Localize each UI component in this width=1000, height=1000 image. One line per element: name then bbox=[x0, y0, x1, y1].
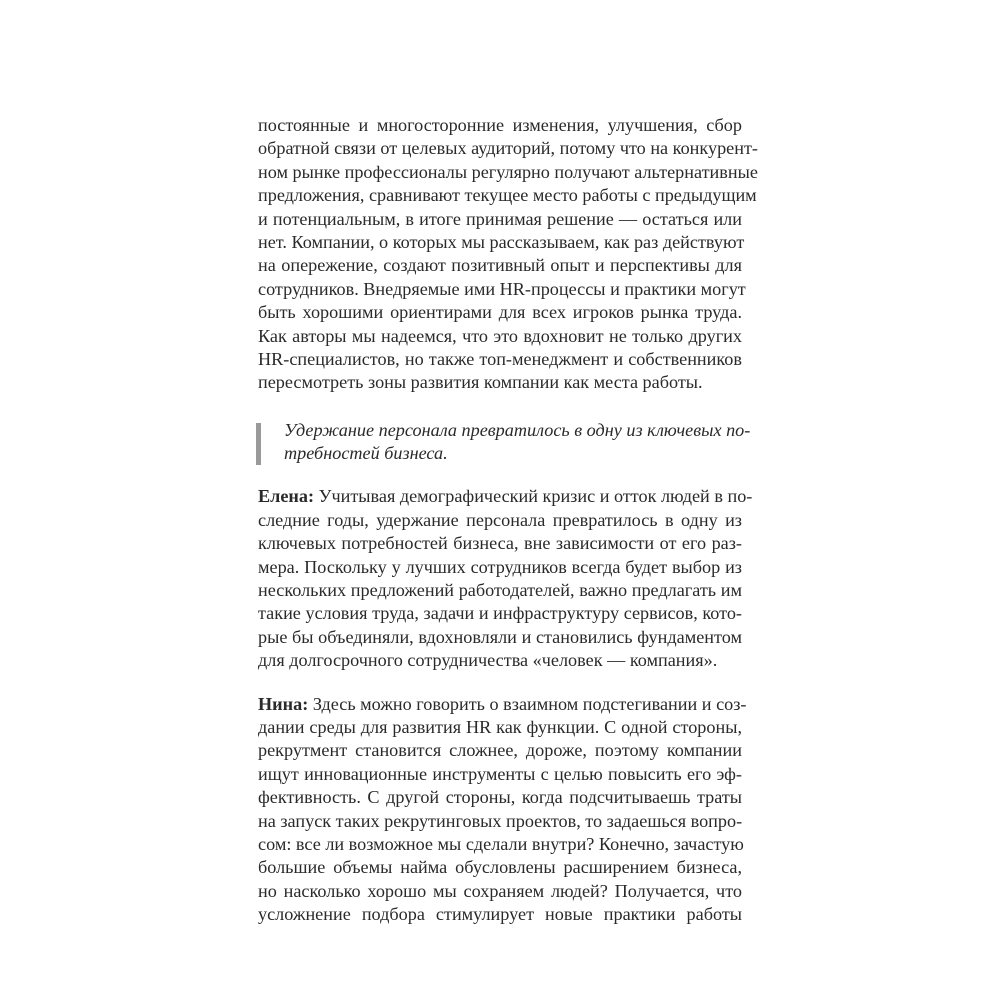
text-fragment: Здесь можно говорить о взаимном подстегивании и соз- bbox=[308, 693, 747, 714]
text-line: ном рынке профессионалы регулярно получают альтернативные bbox=[258, 161, 758, 182]
text-line: постоянные и многосторонние изменения, улучшения, сбор bbox=[258, 115, 742, 135]
text-line: нет. Компании, о которых мы рассказываем, как раз действуют bbox=[258, 231, 745, 252]
pull-quote bbox=[258, 419, 751, 466]
text-line bbox=[258, 485, 753, 508]
quote-line: требностей бизнеса. bbox=[284, 443, 448, 464]
text-line: пересмотреть зоны развития компании как места работы. bbox=[258, 372, 703, 393]
text-line: мера. Поскольку у лучших сотрудников всегда будет выбор из bbox=[258, 556, 742, 577]
text-line: сотрудников. Внедряемые ими HR-процессы и практики могут bbox=[258, 278, 746, 299]
text-line: Как авторы мы надеемся, что это вдохновит не только других bbox=[258, 325, 742, 346]
text-line: фективность. С другой стороны, когда подсчитываешь траты bbox=[258, 787, 742, 808]
text-line: рые бы объединяли, вдохновляли и становились фундаментом bbox=[258, 626, 742, 647]
text-line: усложнение подбора стимулирует новые практики работы bbox=[258, 904, 742, 925]
text-line: предложения, сравнивают текущее место работы с предыдущим bbox=[258, 185, 757, 206]
book-page bbox=[258, 114, 758, 927]
text-line: рекрутмент становится сложнее, дороже, поэтому компании bbox=[258, 740, 742, 761]
paragraph-gap bbox=[258, 465, 742, 485]
elena-paragraph bbox=[258, 485, 753, 672]
text-line: следние годы, удержание персонала превратилось в одну из bbox=[258, 509, 742, 530]
intro-paragraph bbox=[258, 114, 758, 395]
speaker-name: Елена: bbox=[258, 486, 315, 507]
quote-line: Удержание персонала превратилось в одну из ключевых по- bbox=[284, 419, 751, 440]
text-line: большие объемы найма обусловлены расширением бизнеса, bbox=[258, 857, 742, 878]
text-line: дании среды для развития HR как функции. С одной стороны, bbox=[258, 716, 742, 737]
text-line: на запуск таких рекрутинговых проектов, то задаешься вопро- bbox=[258, 810, 743, 831]
text-line: быть хорошими ориентирами для всех игроков рынка труда. bbox=[258, 302, 742, 323]
speaker-name: Нина: bbox=[258, 693, 309, 714]
text-line: на опережение, создают позитивный опыт и перспективы для bbox=[258, 255, 742, 276]
text-line: для долгосрочного сотрудничества «человек — компания». bbox=[258, 650, 718, 671]
text-line: такие условия труда, задачи и инфраструктуру сервисов, кото- bbox=[258, 603, 742, 624]
text-line bbox=[258, 693, 747, 716]
text-fragment: Учитывая демографический кризис и отток людей в по- bbox=[314, 486, 753, 507]
text-line: HR-специалистов, но также топ-менеджмент и собственников bbox=[258, 348, 742, 369]
nina-paragraph bbox=[258, 693, 747, 927]
text-line: нескольких предложений работодателей, важно предлагать им bbox=[258, 580, 742, 601]
text-line: обратной связи от целевых аудиторий, потому что на конкурент- bbox=[258, 138, 758, 159]
paragraph-gap bbox=[258, 673, 742, 693]
quote-bar bbox=[256, 423, 261, 465]
paragraph-gap bbox=[258, 395, 742, 419]
text-line: ищут инновационные инструменты с целью повысить его эф- bbox=[258, 763, 742, 784]
text-line: но насколько хорошо мы сохраняем людей? Получается, что bbox=[258, 880, 742, 901]
text-line: и потенциальным, в итоге принимая решение — остаться или bbox=[258, 208, 742, 229]
text-line: сом: все ли возможное мы сделали внутри? Конечно, зачастую bbox=[258, 833, 744, 854]
text-line: ключевых потребностей бизнеса, вне зависимости от его раз- bbox=[258, 533, 742, 554]
